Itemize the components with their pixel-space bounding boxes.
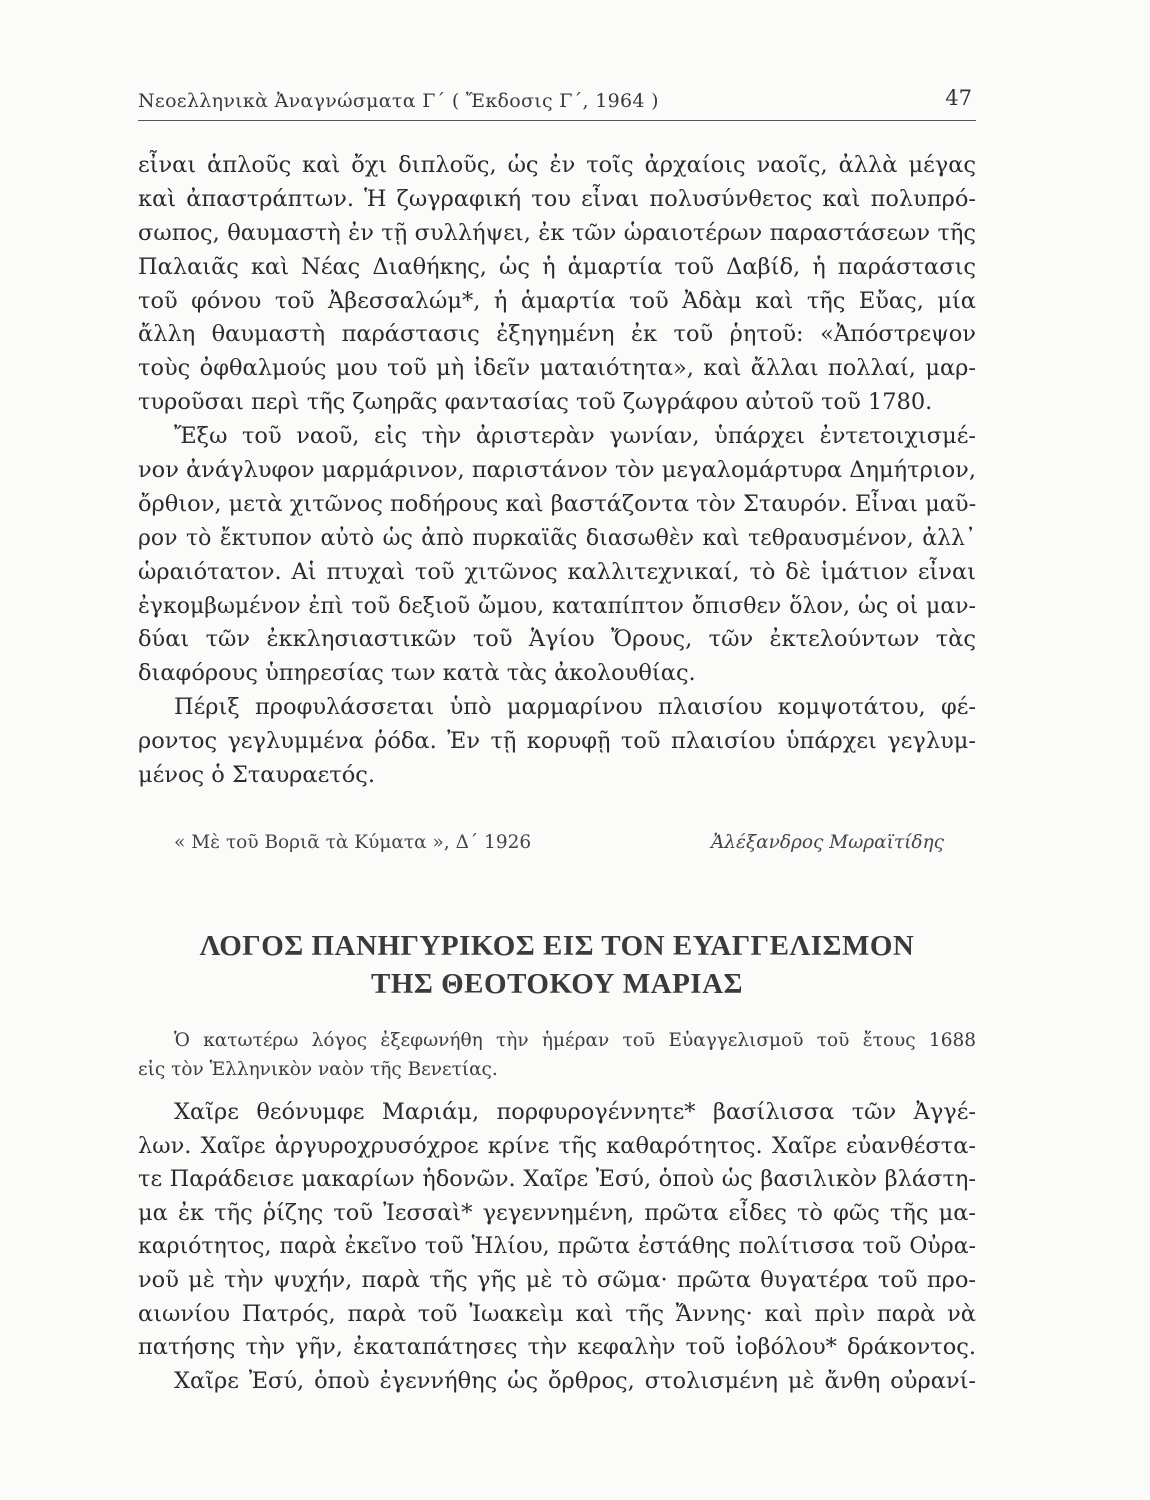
intro-line: Ὁ κατωτέρω λόγος ἐξεφωνήθη τὴν ἡμέραν τοῦ Εὐαγγελισμοῦ τοῦ ἔτους 1688: [174, 1030, 976, 1051]
intro-line: εἰς τὸν Ἑλληνικὸν ναὸν τῆς Βενετίας.: [138, 1059, 498, 1080]
text-line: Χαῖρε θεόνυμφε Μαριάμ, πορφυρογέννητε* βασίλισσα τῶν Ἀγγέ-: [174, 1099, 976, 1125]
intro-note: [138, 1026, 976, 1084]
section1-text: [138, 149, 976, 793]
text-line: πατήσης τὴν γῆν, ἐκαταπάτησες τὴν κεφαλὴν τοῦ ἰοβόλου* δράκοντος.: [138, 1334, 976, 1361]
text-line: καὶ ἀπαστράπτων. Ἡ ζωγραφική του εἶναι πολυσύνθετος καὶ πολυπρό-: [138, 185, 976, 212]
text-line: τοὺς ὀφθαλμούς μου τοῦ μὴ ἰδεῖν ματαιότητα», καὶ ἄλλαι πολλαί, μαρ-: [138, 355, 976, 382]
text-line: διαφόρους ὑπηρεσίας των κατὰ τὰς ἀκολουθίας.: [138, 660, 696, 687]
text-line: καριότητος, παρὰ ἐκεῖνο τοῦ Ἡλίου, πρῶτα ἐστάθης πολίτισσα τοῦ Οὐρα-: [138, 1234, 976, 1260]
text-line: νοῦ μὲ τὴν ψυχήν, παρὰ τῆς γῆς μὲ τὸ σῶμα· πρῶτα θυγατέρα τοῦ προ-: [138, 1266, 976, 1293]
title-line-2: ΤΗΣ ΘΕΟΤΟΚΟΥ ΜΑΡΙΑΣ: [371, 968, 743, 1000]
text-line: Παλαιᾶς καὶ Νέας Διαθήκης, ὡς ἡ ἁμαρτία τοῦ Δαβίδ, ἡ παράστασις: [138, 253, 976, 280]
page-header: [138, 86, 976, 121]
text-line: ὄρθιον, μετὰ χιτῶνος ποδήρους καὶ βαστάζοντα τὸν Σταυρόν. Εἶναι μαῦ-: [138, 490, 976, 517]
text-line: μα ἐκ τῆς ῥίζης τοῦ Ἰεσσαὶ* γεγεννημένη, πρῶτα εἶδες τὸ φῶς τῆς μα-: [138, 1199, 976, 1226]
text-line: τυροῦσαι περὶ τῆς ζωηρᾶς φαντασίας τοῦ ζωγράφου αὐτοῦ τοῦ 1780.: [138, 389, 933, 416]
citation-source: « Μὲ τοῦ Βοριᾶ τὰ Κύματα », Δ´ 1926: [174, 832, 532, 853]
citation-author: Ἀλέξανδρος Μωραϊτίδης: [710, 832, 944, 853]
text-line: εἶναι ἁπλοῦς καὶ ὄχι διπλοῦς, ὡς ἐν τοῖς ἀρχαίοις ναοῖς, ἀλλὰ μέγας: [138, 152, 976, 178]
section2-text: [138, 1096, 976, 1398]
text-line: τοῦ φόνου τοῦ Ἀβεσσαλώμ*, ἡ ἁμαρτία τοῦ Ἀδὰμ καὶ τῆς Εὔας, μία: [138, 287, 976, 314]
text-line: ἄλλη θαυμαστὴ παράστασις ἐξηγημένη ἐκ τοῦ ῥητοῦ: «Ἀπόστρεψον: [138, 321, 976, 348]
citation: [174, 832, 944, 858]
text-line: Χαῖρε Ἐσύ, ὁποὺ ἐγεννήθης ὡς ὄρθρος, στολισμένη μὲ ἄνθη οὐρανί-: [174, 1367, 976, 1394]
text-line: τε Παράδεισε μακαρίων ἡδονῶν. Χαῖρε Ἐσύ, ὁποὺ ὡς βασιλικὸν βλάστη-: [138, 1166, 976, 1193]
running-head: Νεοελληνικὰ Ἀναγνώσματα Γ´ ( Ἔκδοσις Γ´, 1964 ): [138, 90, 659, 112]
section-title: [138, 927, 976, 1003]
text-line: ροντος γεγλυμμένα ῥόδα. Ἐν τῇ κορυφῇ τοῦ πλαισίου ὑπάρχει γεγλυμ-: [138, 728, 976, 755]
title-line-1: ΛΟΓΟΣ ΠΑΝΗΓΥΡΙΚΟΣ ΕΙΣ ΤΟΝ ΕΥΑΓΓΕΛΙΣΜΟΝ: [199, 930, 915, 962]
text-line: δύαι τῶν ἐκκλησιαστικῶν τοῦ Ἁγίου Ὄρους, τῶν ἐκτελούντων τὰς: [138, 626, 976, 653]
text-line: σωπος, θαυμαστὴ ἐν τῇ συλλήψει, ἐκ τῶν ὡραιοτέρων παραστάσεων τῆς: [138, 219, 976, 246]
text-line: αιωνίου Πατρός, παρὰ τοῦ Ἰωακεὶμ καὶ τῆς Ἄννης· καὶ πρὶν παρὰ νὰ: [138, 1300, 976, 1327]
text-line: λων. Χαῖρε ἀργυροχρυσόχροε κρίνε τῆς καθαρότητος. Χαῖρε εὐανθέστα-: [138, 1132, 976, 1159]
text-line: ἐγκομβωμένον ἐπὶ τοῦ δεξιοῦ ὤμου, καταπίπτον ὄπισθεν ὅλον, ὡς οἱ μαν-: [138, 593, 976, 619]
text-line: ὡραιότατον. Αἱ πτυχαὶ τοῦ χιτῶνος καλλιτεχνικαί, τὸ δὲ ἱμάτιον εἶναι: [138, 558, 976, 585]
text-line: μένος ὁ Σταυραετός.: [138, 762, 376, 789]
text-line: νον ἀνάγλυφον μαρμάρινον, παριστάνον τὸν μεγαλομάρτυρα Δημήτριον,: [138, 457, 976, 484]
text-line: Πέριξ προφυλάσσεται ὑπὸ μαρμαρίνου πλαισίου κομψοτάτου, φέ-: [174, 694, 976, 721]
text-line: Ἔξω τοῦ ναοῦ, εἰς τὴν ἀριστερὰν γωνίαν, ὑπάρχει ἐντετοιχισμέ-: [174, 423, 976, 450]
text-line: ρον τὸ ἔκτυπον αὐτὸ ὡς ἀπὸ πυρκαϊᾶς διασωθὲν καὶ τεθραυσμένον, ἀλλ᾽: [138, 525, 976, 551]
page-number: 47: [945, 86, 972, 110]
